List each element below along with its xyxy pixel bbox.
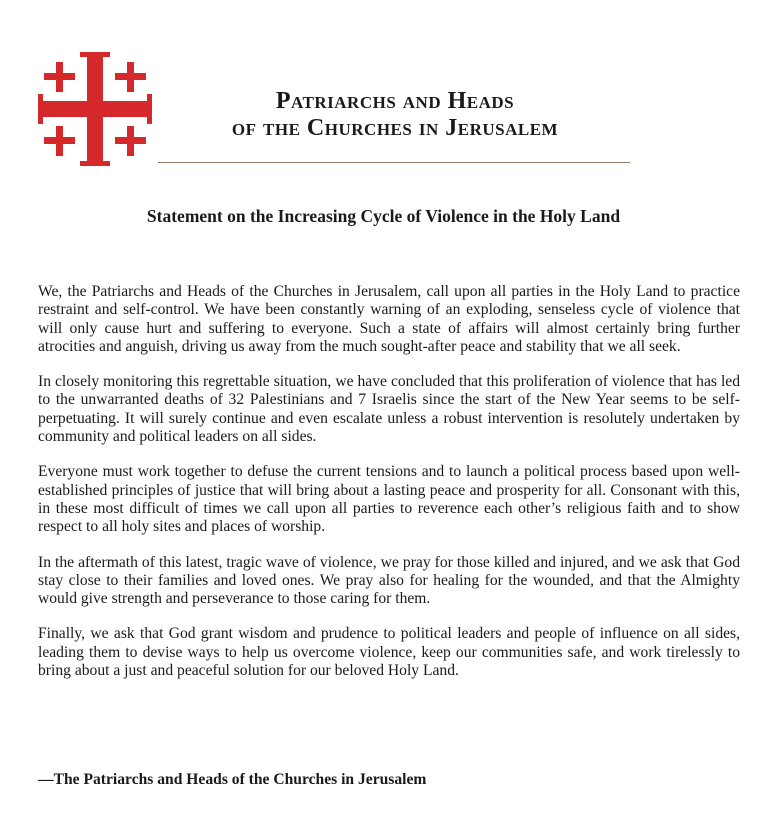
header-divider — [158, 162, 630, 163]
signature: —The Patriarchs and Heads of the Churches in Jerusalem — [38, 771, 427, 788]
organization-name-line1: Patriarchs and Heads — [275, 88, 515, 114]
organization-name — [160, 88, 630, 142]
statement-title: Statement on the Increasing Cycle of Violence in the Holy Land — [146, 206, 621, 226]
organization-name-line2: of the Churches in Jerusalem — [231, 115, 559, 141]
statement-body — [38, 283, 740, 697]
paragraph-1: We, the Patriarchs and Heads of the Churches in Jerusalem, call upon all parties in the Holy Land to practice restraint and self-control. We have been constantly warning of an exploding, senseless cycle of violence that will only cause hurt and suffering to everyone. Such a state of affairs will almost certainly bring further atrocities and anguish, driving us away from the much sought-after peace and stability that we all seek. — [38, 283, 740, 355]
paragraph-2: In closely monitoring this regrettable situation, we have concluded that this proliferation of violence that has led to the unwarranted deaths of 32 Palestinians and 7 Israelis since the start of the New Year seems to be self-perpetuating. It will surely continue and even escalate unless a robust intervention is resolutely undertaken by community and political leaders on all sides. — [38, 373, 740, 446]
jerusalem-cross-icon — [36, 50, 154, 168]
paragraph-4: In the aftermath of this latest, tragic wave of violence, we pray for those killed and injured, and we ask that God stay close to their families and loved ones. We pray also for healing for the wounded, and that the Almighty would give strength and perseverance to those caring for them. — [38, 553, 740, 608]
paragraph-5: Finally, we ask that God grant wisdom and prudence to political leaders and people of influence on all sides, leading them to devise ways to help us overcome violence, keep our communities safe, and work tirelessly to bring about a just and peaceful solution for our beloved Holy Land. — [38, 625, 740, 680]
paragraph-3: Everyone must work together to defuse the current tensions and to launch a political process based upon well-established principles of justice that will bring about a lasting peace and prosperity for all. Consonant with this, in these most difficult of times we call upon all parties to reverence each other’s religious faith and to show respect to all holy sites and places of worship. — [38, 463, 740, 536]
